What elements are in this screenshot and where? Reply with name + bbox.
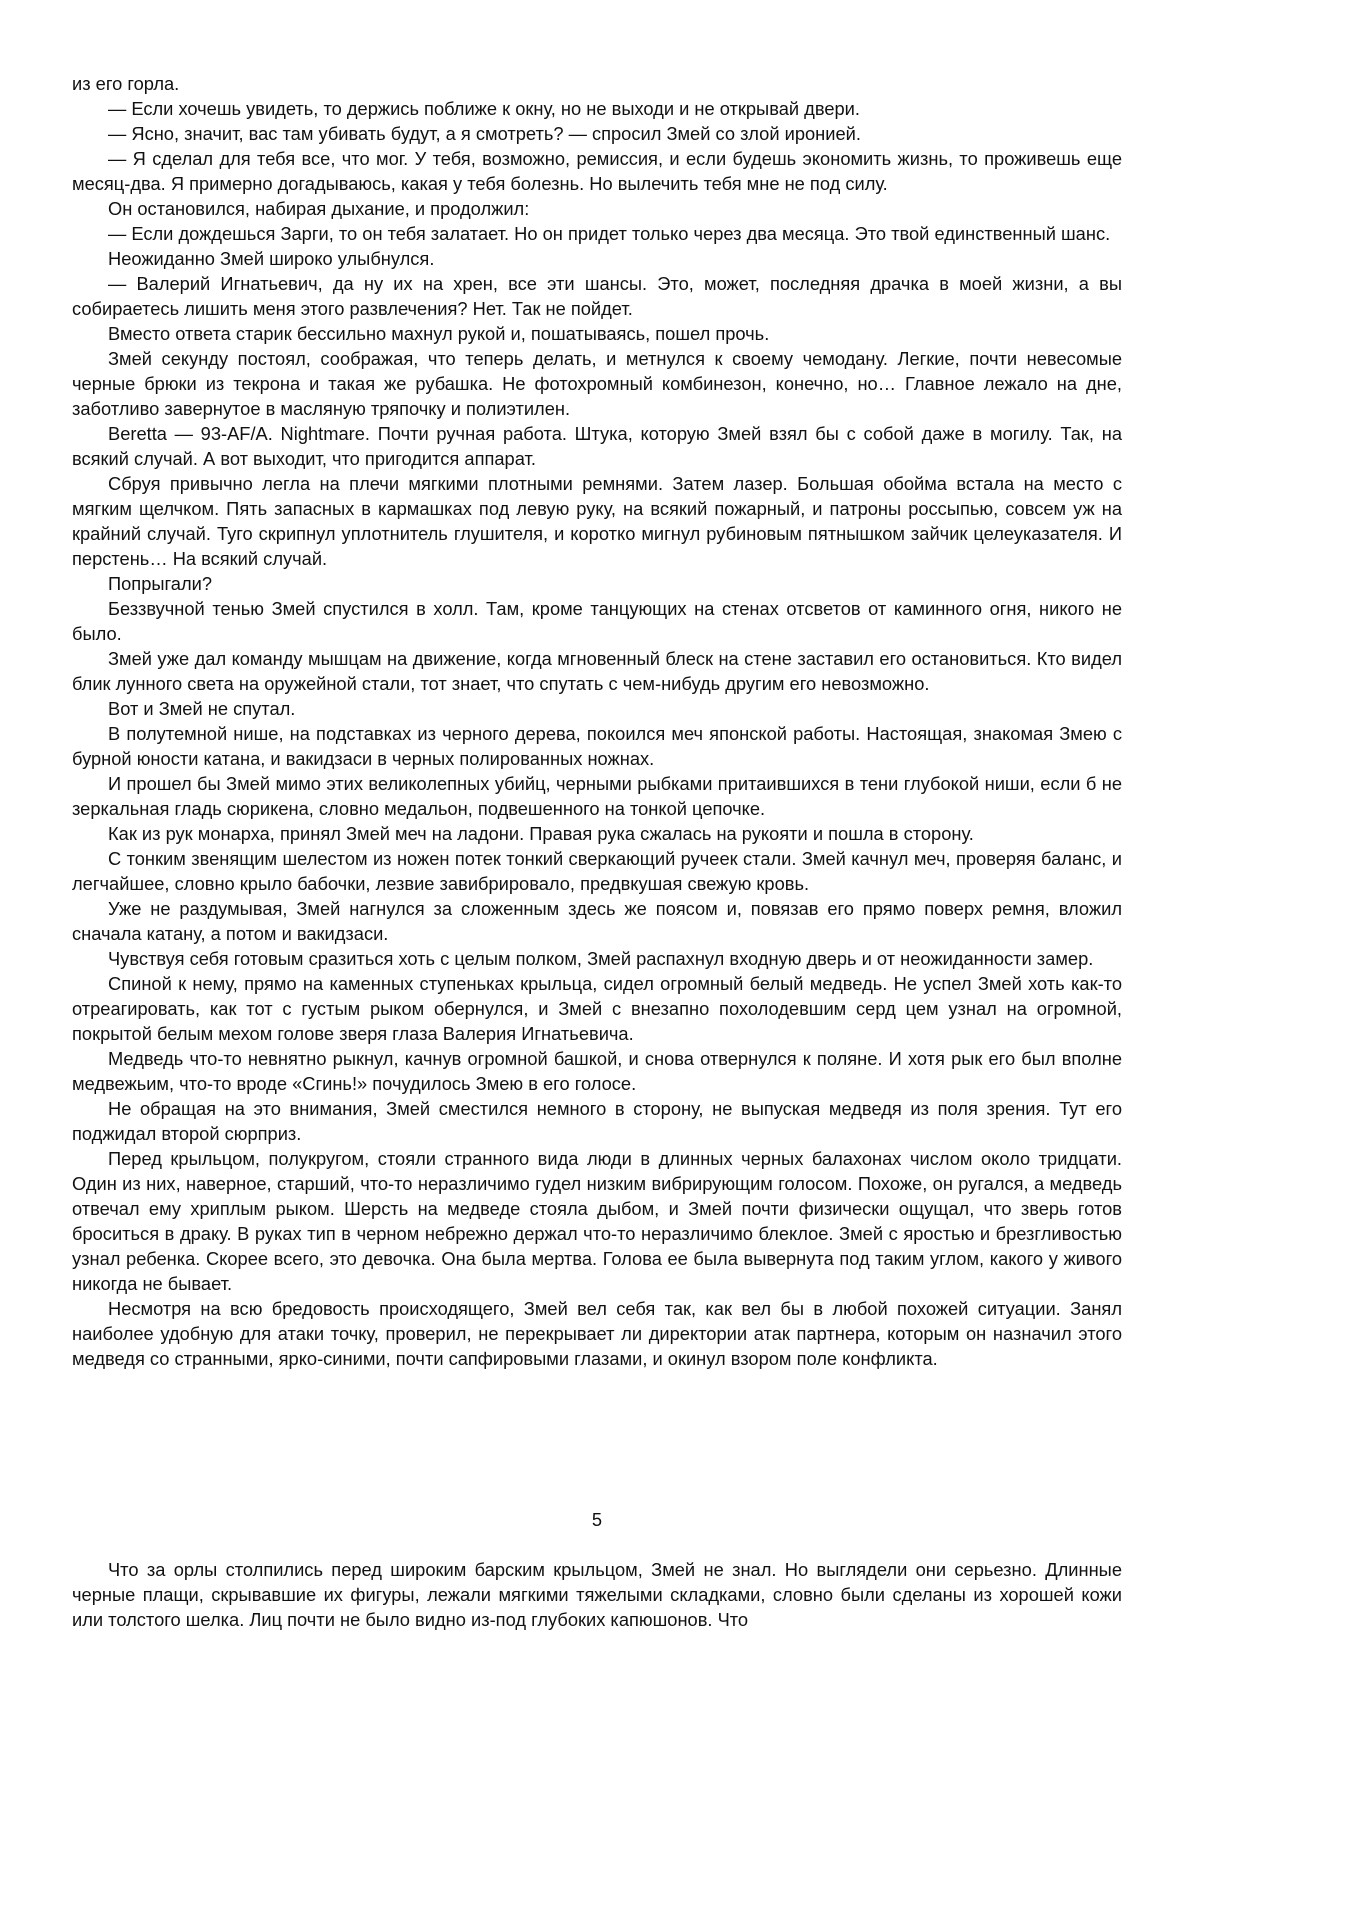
paragraph: Несмотря на всю бредовость происходящего, Змей вел себя так, как вел бы в любой похожей ситуации. Занял наиболее удобную для атаки точку, проверил, не перекрывает ли директории атак партнера, которым он назначил этого медведя со странными, ярко-синими, почти сапфировыми глазами, и окинул взором поле конфликта. [72,1298,1122,1369]
paragraph: из его горла. [72,73,180,94]
paragraph: Змей уже дал команду мышцам на движение, когда мгновенный блеск на стене заставил его остановиться. Кто видел блик лунного света на оружейной стали, тот знает, что спутать с чем-нибудь другим его невозможно. [72,648,1122,694]
paragraph: Не обращая на это внимания, Змей сместился немного в сторону, не выпуская медведя из поля зрения. Тут его поджидал второй сюрприз. [72,1098,1122,1144]
paragraph: Вот и Змей не спутал. [108,698,296,719]
paragraph: Что за орлы столпились перед широким барским крыльцом, Змей не знал. Но выглядели они серьезно. Длинные черные плащи, скрывавшие их фигуры, лежали мягкими тяжелыми складками, словно были сделаны из хорошей кожи или толстого шелка. Лиц почти не было видно из-под глубоких капюшонов. Что [72,1559,1122,1630]
paragraph: Beretta — 93-AF/A. Nightmare. Почти ручная работа. Штука, которую Змей взял бы с собой даже в могилу. Так, на всякий случай. А вот выходит, что пригодится аппарат. [72,423,1122,469]
paragraph: Неожиданно Змей широко улыбнулся. [108,248,435,269]
paragraph: И прошел бы Змей мимо этих великолепных убийц, черными рыбками притаившихся в тени глубокой ниши, если б не зеркальная гладь сюрикена, словно медальон, подвешенного на тонкой цепочке. [72,773,1122,819]
paragraph: Перед крыльцом, полукругом, стояли странного вида люди в длинных черных балахонах числом около тридцати. Один из них, наверное, старший, что-то неразличимо гудел низким вибрирующим голосом. Похоже, он ругался, а медведь отвечал ему хриплым рыком. Шерсть на медведе стояла дыбом, и Змей почти физически ощущал, что зверь готов броситься в драку. В руках тип в черном небрежно держал что-то неразличимо блеклое. Змей с яростью и брезгливостью узнал ребенка. Скорее всего, это девочка. Она была мертва. Голова ее была вывернута под таким углом, какого у живого никогда не бывает. [72,1148,1122,1294]
paragraph: Чувствуя себя готовым сразиться хоть с целым полком, Змей распахнул входную дверь и от неожиданности замер. [108,948,1094,969]
paragraph: — Ясно, значит, вас там убивать будут, а я смотреть? — спросил Змей со злой иронией. [108,123,861,144]
paragraph: Попрыгали? [108,573,212,594]
paragraph: В полутемной нише, на подставках из черного дерева, покоился меч японской работы. Настоящая, знакомая Змею с бурной юности катана, и вакидзаси в черных полированных ножнах. [72,723,1122,769]
paragraph: — Если хочешь увидеть, то держись поближе к окну, но не выходи и не открывай двери. [108,98,860,119]
paragraph: Уже не раздумывая, Змей нагнулся за сложенным здесь же поясом и, повязав его прямо поверх ремня, вложил сначала катану, а потом и вакидзаси. [72,898,1122,944]
paragraph: Спиной к нему, прямо на каменных ступеньках крыльца, сидел огромный белый медведь. Не успел Змей хоть как-то отреагировать, как тот с густым рыком обернулся, и Змей с внезапно похолодевшим серд цем узнал на огромной, покрытой белым мехом голове зверя глаза Валерия Игнатьевича. [72,973,1122,1044]
paragraph: С тонким звенящим шелестом из ножен потек тонкий сверкающий ручеек стали. Змей качнул меч, проверяя баланс, и легчайшее, словно крыло бабочки, лезвие завибрировало, предвкушая свежую кровь. [72,848,1122,894]
paragraph: Беззвучной тенью Змей спустился в холл. Там, кроме танцующих на стенах отсветов от каминного огня, никого не было. [72,598,1122,644]
paragraph: — Если дождешься Зарги, то он тебя залатает. Но он придет только через два месяца. Это твой единственный шанс. [108,223,1111,244]
paragraph: Он остановился, набирая дыхание, и продолжил: [108,198,530,219]
paragraph: Змей секунду постоял, соображая, что теперь делать, и метнулся к своему чемодану. Легкие, почти невесомые черные брюки из текрона и такая же рубашка. Не фотохромный комбинезон, конечно, но… Главное лежало на дне, заботливо завернутое в масляную тряпочку и полиэтилен. [72,348,1122,419]
paragraph: Медведь что-то невнятно рыкнул, качнув огромной башкой, и снова отвернулся к поляне. И хотя рык его был вполне медвежьим, что-то вроде «Сгинь!» почудилось Змею в его голосе. [72,1048,1122,1094]
paragraph: Как из рук монарха, принял Змей меч на ладони. Правая рука сжалась на рукояти и пошла в сторону. [108,823,974,844]
text-column-bottom [72,1557,1122,1632]
paragraph: Сбруя привычно легла на плечи мягкими плотными ремнями. Затем лазер. Большая обойма встала на место с мягким щелчком. Пять запасных в кармашках под левую руку, на всякий пожарный, и патроны россыпью, совсем уж на крайний случай. Туго скрипнул уплотнитель глушителя, и коротко мигнул рубиновым пятнышком зайчик целеуказателя. И перстень… На всякий случай. [72,473,1122,569]
text-column-top [72,71,1122,1371]
paragraph: Вместо ответа старик бессильно махнул рукой и, пошатываясь, пошел прочь. [108,323,770,344]
paragraph: — Я сделал для тебя все, что мог. У тебя, возможно, ремиссия, и если будешь экономить жизнь, то проживешь еще месяц-два. Я примерно догадываюсь, какая у тебя болезнь. Но вылечить тебя мне не под силу. [72,148,1122,194]
paragraph: — Валерий Игнатьевич, да ну их на хрен, все эти шансы. Это, может, последняя драчка в моей жизни, а вы собираетесь лишить меня этого развлечения? Нет. Так не пойдет. [72,273,1122,319]
section-number: 5 [591,1509,603,1530]
